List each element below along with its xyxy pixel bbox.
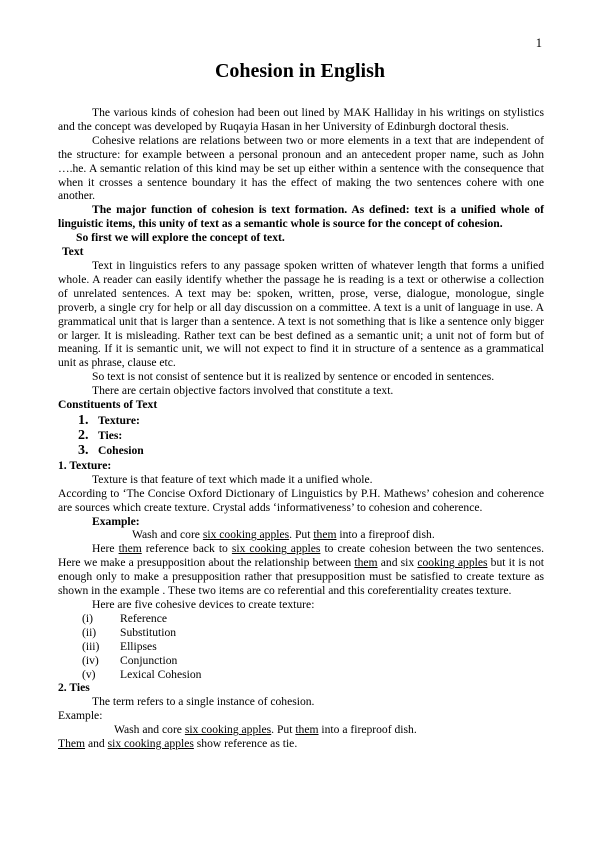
intro-paragraph-2: Cohesive relations are relations between two or more elements in a text that are independent of the structure: for example between a personal pronoun and an antecedent proper name, such as John ….he. A semantic relation of this kind may be set up either within a sentence with the consequence that when it crosses a sentence boundary it has the effect of making the two sentences cohere with one another. — [58, 133, 544, 203]
list-item: (i) Reference — [82, 611, 167, 625]
intro-paragraph-1: The various kinds of cohesion had been out lined by MAK Halliday in his writings on stylistics and the concept was developed by Ruqayia Hasan in her University of Edinburgh doctoral thesis. — [58, 106, 544, 133]
ties-heading: 2. Ties — [58, 681, 90, 695]
ties-paragraph-1: The term refers to a single instance of cohesion. — [92, 695, 315, 709]
constituents-heading: Constituents of Text — [58, 398, 158, 412]
constituents-list — [58, 413, 544, 458]
text-paragraph-3: There are certain objective factors involved that constitute a text. — [92, 384, 394, 398]
texture-explanation: Here them reference back to six cooking apples to create cohesion between the two sentences. Here we make a presupposition about the relationship between them and six cooking apples but it is not enough only to make a presupposition rather that presupposition must be satisfied to create texture as shown in the example . These two items are co referential and this coreferentiality creates texture. — [58, 542, 545, 598]
list-item: 3. Cohesion — [78, 442, 144, 458]
ties-example-label: Example: — [58, 709, 103, 723]
page-number: 1 — [535, 36, 542, 50]
list-item: (iii) Ellipses — [82, 639, 157, 653]
list-item: 1. Texture: — [78, 412, 140, 428]
texture-example-sentence: Wash and core six cooking apples. Put them into a fireproof dish. — [132, 528, 435, 542]
ties-example-sentence: Wash and core six cooking apples. Put them into a fireproof dish. — [114, 723, 417, 737]
text-heading: Text — [62, 245, 84, 259]
devices-intro: Here are five cohesive devices to create texture: — [92, 598, 315, 611]
ties-last-line: Them and six cooking apples show reference as tie. — [58, 737, 298, 751]
texture-example-label: Example: — [92, 514, 140, 528]
texture-paragraph-1: Texture is that feature of text which made it a unified whole. — [92, 472, 373, 486]
intro-paragraph-3: The major function of cohesion is text formation. As defined: text is a unified whole of linguistic items, this unity of text as a semantic whole is source for the concept of cohesion. — [58, 203, 544, 231]
intro-paragraph-4: So first we will explore the concept of text. — [76, 231, 285, 245]
list-item: (v) Lexical Cohesion — [82, 667, 202, 681]
list-item: (iv) Conjunction — [82, 653, 178, 667]
texture-paragraph-2: According to ‘The Concise Oxford Dictionary of Linguistics by P.H. Mathews’ cohesion and coherence are sources which create texture. Crystal adds ‘informativeness’ to cohesion and coherence. — [58, 486, 544, 514]
list-item: (ii) Substitution — [82, 625, 177, 639]
cohesive-devices-list — [58, 612, 544, 682]
text-paragraph-1: Text in linguistics refers to any passage spoken written of whatever length that forms a unified whole. A reader can easily identify whether the passage he is reading is a text or otherwise a collection of unrelated sentences. A text may be: spoken, written, prose, verse, dialogue, monologue, single proverb, a single cry for help or all day discussion on a committee. A text is a unit of language in use. A grammatical unit that is larger than a sentence. A text is not something that is like a sentence only bigger or larger. It is misleading. Rather text can be best defined as a semantic unit; a unit not of form but of meaning. If it is semantic unit, we will not expect to find it in structure of a sentence as a grammatical unit as phrase, clause etc. — [58, 258, 544, 370]
list-item: 2. Ties: — [78, 427, 123, 443]
text-paragraph-2: So text is not consist of sentence but it is realized by sentence or encoded in sentences. — [92, 370, 495, 384]
document-body — [58, 106, 544, 751]
texture-heading: 1. Texture: — [58, 458, 112, 472]
page-title: Cohesion in English — [214, 60, 386, 82]
